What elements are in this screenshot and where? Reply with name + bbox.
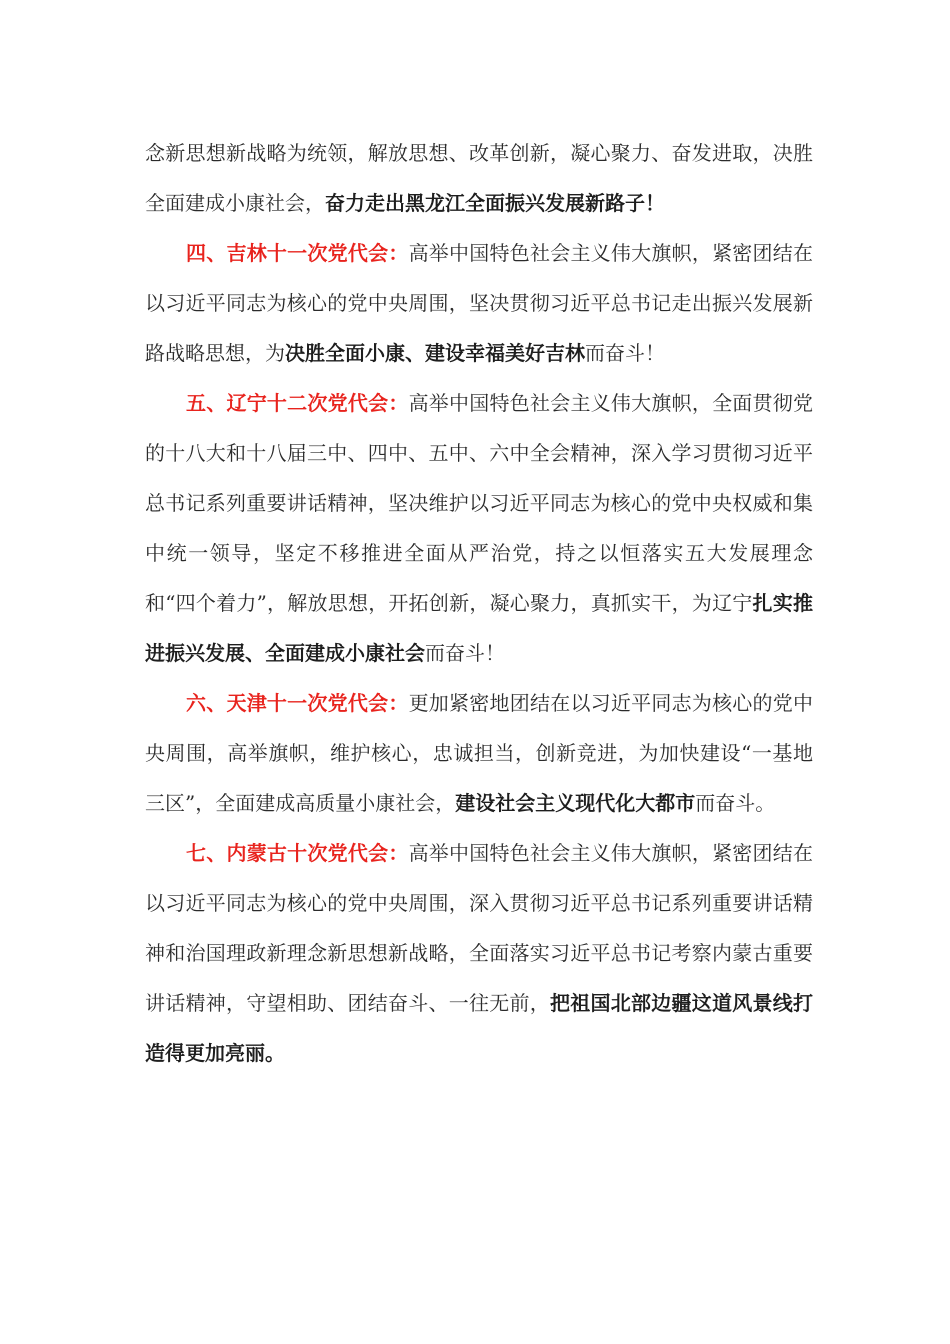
- paragraph-emphasis: 扎实推进振兴发展、全面建成小康社会: [145, 591, 814, 665]
- paragraph-emphasis: 决胜全面小康、建设幸福美好吉林: [285, 341, 585, 365]
- paragraph-body: 高举中国特色社会主义伟大旗帜，紧密团结在以习近平同志为核心的党中央周围，坚决贯彻习近平总书记走出振兴发展新路战略思想，为: [145, 241, 814, 365]
- paragraph-heading: 四、吉林十一次党代会：: [186, 241, 409, 265]
- paragraph-heading: 五、辽宁十二次党代会：: [186, 391, 409, 415]
- paragraph-tail: 而奋斗。: [695, 791, 776, 815]
- paragraph-heilongjiang-continued: [145, 128, 813, 228]
- paragraph-heading: 六、天津十一次党代会：: [186, 691, 409, 715]
- paragraph-emphasis: 建设社会主义现代化大都市: [455, 791, 696, 815]
- paragraph-tianjin: [145, 678, 813, 828]
- paragraph-body: 高举中国特色社会主义伟大旗帜，全面贯彻党的十八大和十八届三中、四中、五中、六中全会精神，深入学习贯彻习近平总书记系列重要讲话精神，坚决维护以习近平同志为核心的党中央权威和集中统一领导，坚定不移推进全面从严治党，持之以恒落实五大发展理念和“四个着力”，解放思想，开拓创新，凝心聚力，真抓实干，为辽宁: [145, 391, 814, 615]
- paragraph-inner-mongolia: [145, 828, 813, 1078]
- paragraph-body: 念新思想新战略为统领，解放思想、改革创新，凝心聚力、奋发进取，决胜全面建成小康社会，: [145, 141, 813, 215]
- paragraph-liaoning: [145, 378, 813, 678]
- paragraph-tail: 而奋斗！: [585, 341, 665, 365]
- paragraph-emphasis: 把祖国北部边疆这道风景线打造得更加亮丽。: [145, 991, 813, 1065]
- paragraph-emphasis: 奋力走出黑龙江全面振兴发展新路子: [325, 191, 645, 215]
- paragraph-body: 高举中国特色社会主义伟大旗帜，紧密团结在以习近平同志为核心的党中央周围，深入贯彻习近平总书记系列重要讲话精神和治国理政新理念新思想新战略，全面落实习近平总书记考察内蒙古重要讲话精神，守望相助、团结奋斗、一往无前，: [145, 841, 814, 1015]
- paragraph-jilin: [145, 228, 813, 378]
- paragraph-body: 更加紧密地团结在以习近平同志为核心的党中央周围，高举旗帜，维护核心，忠诚担当，创新竞进，为加快建设“一基地三区”，全面建成高质量小康社会，: [145, 691, 814, 815]
- paragraph-heading: 七、内蒙古十次党代会：: [186, 841, 409, 865]
- paragraph-tail: 而奋斗！: [425, 641, 505, 665]
- document-page: [145, 128, 813, 1078]
- paragraph-tail: ！: [645, 191, 665, 215]
